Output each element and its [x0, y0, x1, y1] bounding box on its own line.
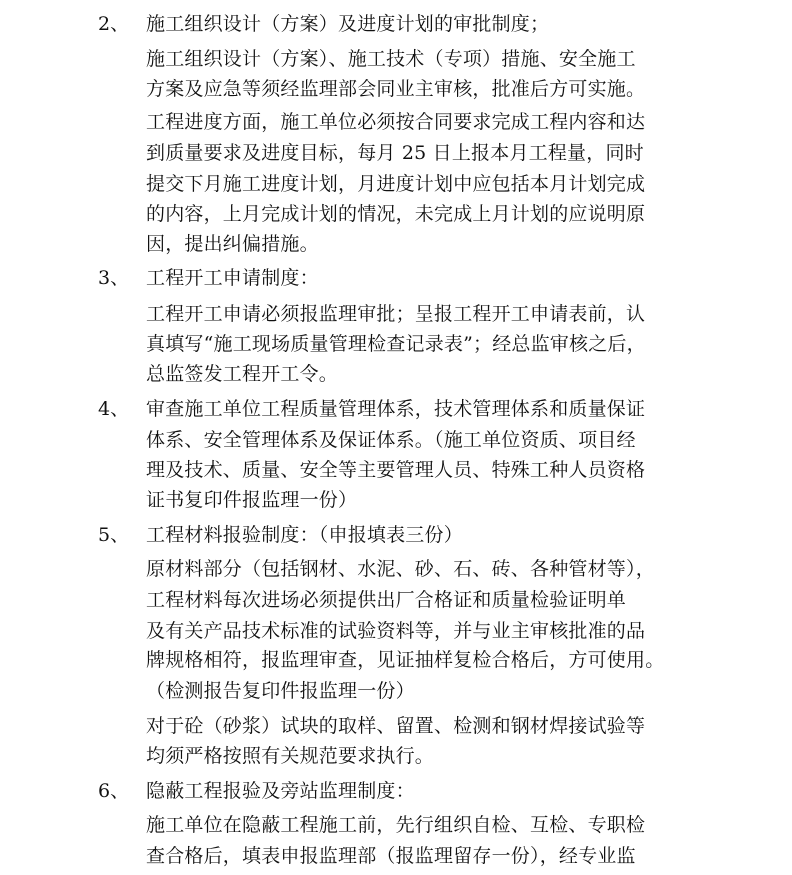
section-3-para-1-line-1: 工程开工申请必须报监理审批；呈报工程开工申请表前，认 [146, 302, 646, 325]
section-2-number: 2、 [98, 13, 130, 36]
section-5-para-2-line-1: 对于砼（砂浆）试块的取样、留置、检测和钢材焊接试验等 [146, 715, 646, 738]
section-5-number: 5、 [98, 524, 130, 547]
section-5-para-1-line-4: 牌规格相符，报监理审查，见证抽样复检合格后，方可使用。 [146, 649, 665, 672]
section-3-para-1-line-2: 真填写“施工现场质量管理检查记录表”；经总监审核之后， [146, 333, 646, 356]
section-5-para-2-line-2: 均须严格按照有关规范要求执行。 [146, 745, 435, 767]
section-4-line-1: 审查施工单位工程质量管理体系，技术管理体系和质量保证 [146, 398, 646, 420]
section-4-line-4: 证书复印件报监理一份） [146, 489, 358, 511]
section-2-heading: 施工组织设计（方案）及进度计划的审批制度； [146, 13, 550, 36]
section-4-line-3: 理及技术、质量、安全等主要管理人员、特殊工种人员资格 [146, 459, 646, 482]
section-5-para-1-line-1: 原材料部分（包括钢材、水泥、砂、石、砖、各种管材等）， [146, 558, 655, 581]
section-6-para-1-line-1: 施工单位在隐蔽工程施工前，先行组织自检、互检、专职检 [146, 814, 646, 837]
section-5-para-1-line-5: （检测报告复印件报监理一份） [146, 680, 415, 703]
section-3-para-1-line-3: 总监签发工程开工令。 [146, 362, 339, 385]
section-2-para-2-line-1: 工程进度方面，施工单位必须按合同要求完成工程内容和达 [146, 111, 646, 134]
section-6-heading: 隐蔽工程报验及旁站监理制度： [146, 780, 415, 803]
section-4-line-2: 体系、安全管理体系及保证体系。（施工单位资质、项目经 [146, 428, 636, 451]
section-5-para-1-line-3: 及有关产品技术标准的试验资料等，并与业主审核批准的品 [146, 619, 646, 642]
section-5-heading: 工程材料报验制度：（申报填表三份） [146, 524, 463, 547]
section-2-para-1-line-1: 施工组织设计（方案）、施工技术（专项）措施、安全施工 [146, 47, 636, 70]
section-2-para-2-line-5: 因，提出纠偏措施。 [146, 233, 319, 256]
section-3-number: 3、 [98, 267, 130, 290]
section-6-para-1-line-2: 查合格后，填表申报监理部（报监理留存一份），经专业监 [146, 845, 636, 867]
section-2-para-1-line-2: 方案及应急等须经监理部会同业主审核，批准后方可实施。 [146, 78, 646, 101]
section-5-para-1-line-2: 工程材料每次进场必须提供出厂合格证和质量检验证明单 [146, 589, 627, 612]
section-2-para-2-line-3: 提交下月施工进度计划，月进度计划中应包括本月计划完成 [146, 172, 646, 195]
section-2-para-2-line-2: 到质量要求及进度目标，每月 25 日上报本月工程量，同时 [146, 142, 644, 165]
section-6-number: 6、 [98, 780, 130, 803]
section-2-para-2-line-4: 的内容，上月完成计划的情况，未完成上月计划的应说明原 [146, 202, 646, 225]
section-3-heading: 工程开工申请制度： [146, 267, 319, 290]
section-4-number: 4、 [98, 398, 130, 420]
